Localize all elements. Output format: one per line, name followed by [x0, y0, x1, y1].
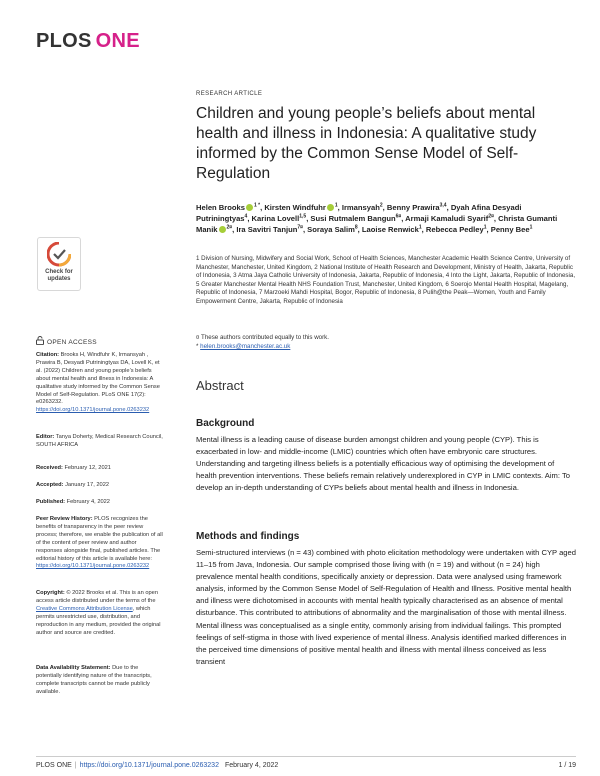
cc-license-link[interactable]: Creative Commons Attribution License: [36, 605, 133, 612]
received-label: Received:: [36, 465, 63, 471]
corresponding-email-link[interactable]: helen.brooks@manchester.ac.uk: [200, 342, 291, 350]
editor-block: [36, 434, 164, 450]
author-name[interactable]: [405, 214, 494, 223]
author-affiliation-sup: 1,5: [299, 213, 307, 220]
editor-label: Editor:: [36, 434, 55, 440]
received-block: [36, 465, 164, 473]
author-name-text: Karina Lovell: [251, 214, 300, 223]
page-footer: [36, 762, 278, 769]
page-number: 1 / 19: [558, 762, 576, 769]
open-access-text: OPEN ACCESS: [47, 339, 97, 346]
author-separator: ,: [260, 203, 265, 212]
citation-text: Brooks H, Windfuhr K, Irmansyah , Prawira B, Desyadi Putriningtyas DA, Lovell K, et al. (2022) Children and young people’s beliefs about mental health and illness in Indonesia: A qualitative study informed by the Common Sense Model of Self-Regulation. PLoS ONE 17(2): e0263232.: [36, 352, 160, 406]
author-name-text: Soraya Salim: [307, 225, 355, 234]
affiliations: 1 Division of Nursing, Midwifery and Social Work, School of Health Sciences, Manchester Academic Health Science Centre, University of Manchester, Manchester, United Kingdom, 2 National Institute of Health Research and Development, Ministry of Health, Jakarta, Republic of Indonesia, 3 Atma Jaya Catholic University of Indonesia, Jakarta, Republic of Indonesia, 4 Into the Light, Jakarta, Republic of Indonesia, 5 Greater Manchester Mental Health NHS Foundation Trust, Manchester, United Kingdom, 6 Soerojo Mental Health Hospital, Magelang, Republic of Indonesia, 7 Marzoeki Mahdi Hospital, Bogor, Republic of Indonesia, 8 Pulih@the Peak—Women, Youth and Family Empowerment Centre, Jakarta, Republic of Indonesia: [196, 255, 576, 305]
author-name[interactable]: [362, 225, 422, 234]
author-name[interactable]: [236, 225, 303, 234]
published-label: Published:: [36, 499, 66, 505]
author-separator: ,: [382, 203, 387, 212]
journal-logo: [36, 30, 140, 53]
email-prefix: *: [196, 342, 201, 350]
citation-doi-link[interactable]: https://doi.org/10.1371/journal.pone.0263232: [36, 407, 150, 414]
author-name-text: Helen Brooks: [196, 203, 245, 212]
author-name-text: Benny Prawira: [386, 203, 440, 212]
author-affiliation-sup: 7¤: [297, 224, 303, 231]
footer-separator: |: [74, 762, 77, 769]
author-separator: ,: [401, 214, 406, 223]
author-name-text: Armaji Kamaludi Syarif: [405, 214, 489, 223]
background-heading: Background: [196, 418, 255, 429]
copyright-block: [36, 590, 164, 637]
author-separator: ,: [357, 225, 362, 234]
author-separator: ,: [247, 214, 252, 223]
author-name[interactable]: [342, 203, 383, 212]
accepted-block: [36, 482, 164, 490]
author-name[interactable]: [491, 225, 533, 234]
author-separator: ,: [232, 225, 237, 234]
author-separator: ,: [302, 225, 308, 234]
author-separator: ,: [306, 214, 311, 223]
author-name[interactable]: [387, 203, 447, 212]
author-separator: ,: [421, 225, 426, 234]
copyright-text-1: © 2022 Brooks et al. This is an open access article distributed under the terms of the: [36, 590, 158, 604]
footer-date: February 4, 2022: [224, 762, 279, 769]
author-name-text: Ira Savitri Tanjun: [236, 225, 298, 234]
data-availability-block: [36, 665, 164, 697]
orcid-icon[interactable]: [219, 226, 226, 233]
author-name-text: Rebecca Pedley: [425, 225, 484, 234]
published-date: February 4, 2022: [65, 499, 110, 505]
check-for-updates-badge[interactable]: [37, 237, 81, 291]
author-affiliation-sup: 6¤: [395, 213, 402, 220]
author-list: [196, 202, 576, 235]
author-separator: ,: [493, 214, 499, 223]
accepted-date: January 17, 2022: [63, 482, 110, 488]
author-name-text: Christa Gumanti Manik: [196, 214, 558, 234]
logo-plos: PLOS: [36, 30, 92, 52]
copyright-label: Copyright:: [36, 590, 65, 596]
author-affiliation-sup: 1: [334, 202, 338, 209]
author-name[interactable]: [310, 214, 401, 223]
author-affiliation-sup: 2: [379, 202, 383, 209]
article-type: RESEARCH ARTICLE: [196, 91, 263, 97]
author-name-text: Irmansyah: [341, 203, 380, 212]
author-affiliation-sup: 1: [529, 224, 533, 231]
peer-review-text: PLOS recognizes the benefits of transparency in the peer review process; therefore, we enable the publication of all of the content of peer review and author responses alongside final, published articles. The editorial history of this article is available here:: [36, 516, 163, 562]
author-affiliation-sup: 4: [244, 213, 248, 220]
author-name[interactable]: [307, 225, 357, 234]
footer-divider: [36, 756, 576, 757]
received-date: February 12, 2021: [62, 465, 111, 471]
equal-contribution-note: ¤ These authors contributed equally to this work.: [196, 334, 329, 341]
background-paragraph: Mental illness is a leading cause of disease burden amongst children and young people (CYP). This is exacerbated in low- and middle-income (LMIC) countries which often have embryonic care structures. Understanding and targeting illness beliefs is a potentially efficacious way of optimising the development of health prevention interventions. These beliefs remain relatively underexplored in CYP in LMIC contexts. Aim: To develop an in-depth understanding of CYPs beliefs about mental health and illness in Indonesia.: [196, 435, 570, 493]
author-affiliation-sup: 1 *: [253, 202, 261, 209]
citation-block: [36, 352, 164, 415]
peer-review-link[interactable]: https://doi.org/10.1371/journal.pone.0263232: [36, 563, 150, 570]
peer-review-block: [36, 516, 164, 571]
author-name-text: Susi Rutmalem Bangun: [310, 214, 396, 223]
methods-paragraph: Semi-structured interviews (n = 43) combined with photo elicitation methodology were undertaken with CYP aged 11–15 from Java, Indonesia. Our sample comprised those living with (n = 19) and without (n = 24) high prevalence mental health conditions, specifically anxiety or depression. Data were analysed using framework analysis, informed by the Common Sense Model of Self-Regulation of Health and Illness. Positive mental health and illness were dichotomised in accounts with mental health typically characterised as an absence of mental disturbance. This contributed to attributions of abnormality and the marginalisation of those with mental illness. Mental illness was conceptualised as a single entity, commonly arising from individual failings. This prompted feelings of self-stigma in those with lived experience of mental illness. Analysis identified marked differences in the perceived time dimensions of positive mental health and illness with mental illness conceived as less transient: [196, 548, 576, 666]
badge-line-1: Check for: [45, 269, 73, 275]
author-name[interactable]: [426, 225, 487, 234]
check-for-updates-icon: [47, 242, 71, 268]
author-name[interactable]: [264, 203, 337, 212]
author-affiliation-sup: 1: [418, 224, 422, 231]
author-name[interactable]: [252, 214, 307, 223]
open-access-label: [36, 336, 97, 346]
author-affiliation-sup: 2¤: [488, 213, 494, 220]
published-block: [36, 499, 164, 507]
abstract-heading: Abstract: [196, 378, 244, 393]
author-name-text: Penny Bee: [490, 225, 530, 234]
footer-doi-link[interactable]: https://doi.org/10.1371/journal.pone.0263232: [79, 762, 219, 769]
peer-review-label: Peer Review History:: [36, 516, 93, 522]
logo-one: ONE: [95, 30, 140, 52]
badge-line-2: updates: [47, 276, 71, 282]
author-separator: ,: [486, 225, 491, 234]
author-separator: ,: [337, 203, 342, 212]
footer-journal: PLOS ONE: [36, 762, 72, 769]
author-separator: ,: [446, 203, 451, 212]
orcid-icon[interactable]: [327, 204, 334, 211]
methods-heading: Methods and findings: [196, 531, 300, 542]
copyright-text-2: , which permits unrestricted use, distribution, and reproduction in any medium, provided the original author and source are credited.: [36, 605, 161, 636]
editor-text: Tanya Doherty, Medical Research Council, SOUTH AFRICA: [36, 434, 163, 448]
author-name[interactable]: [196, 203, 260, 212]
orcid-icon[interactable]: [246, 204, 253, 211]
open-lock-icon: [36, 336, 44, 345]
author-name-text: Dyah Afina Desyadi Putriningtyas: [196, 203, 522, 223]
data-availability-text: Due to the potentially identifying nature of the transcripts, complete transcripts cannot be made publicly available.: [36, 665, 152, 695]
author-notes: [196, 334, 576, 351]
data-availability-label: Data Availability Statement:: [36, 665, 111, 671]
author-affiliation-sup: 2¤: [226, 224, 233, 231]
author-affiliation-sup: 3,4: [439, 202, 447, 209]
citation-label: Citation:: [36, 352, 60, 358]
author-name-text: Laoise Renwick: [361, 225, 419, 234]
author-affiliation-sup: 8: [354, 224, 358, 231]
author-name-text: Kirsten Windfuhr: [264, 203, 326, 212]
accepted-label: Accepted:: [36, 482, 64, 488]
article-title: Children and young people’s beliefs about mental health and illness in Indonesia: A qualitative study informed by the Common Sense Model of Self-Regulation: [196, 105, 537, 182]
corresponding-email-line: [196, 343, 576, 352]
author-affiliation-sup: 1: [483, 224, 487, 231]
